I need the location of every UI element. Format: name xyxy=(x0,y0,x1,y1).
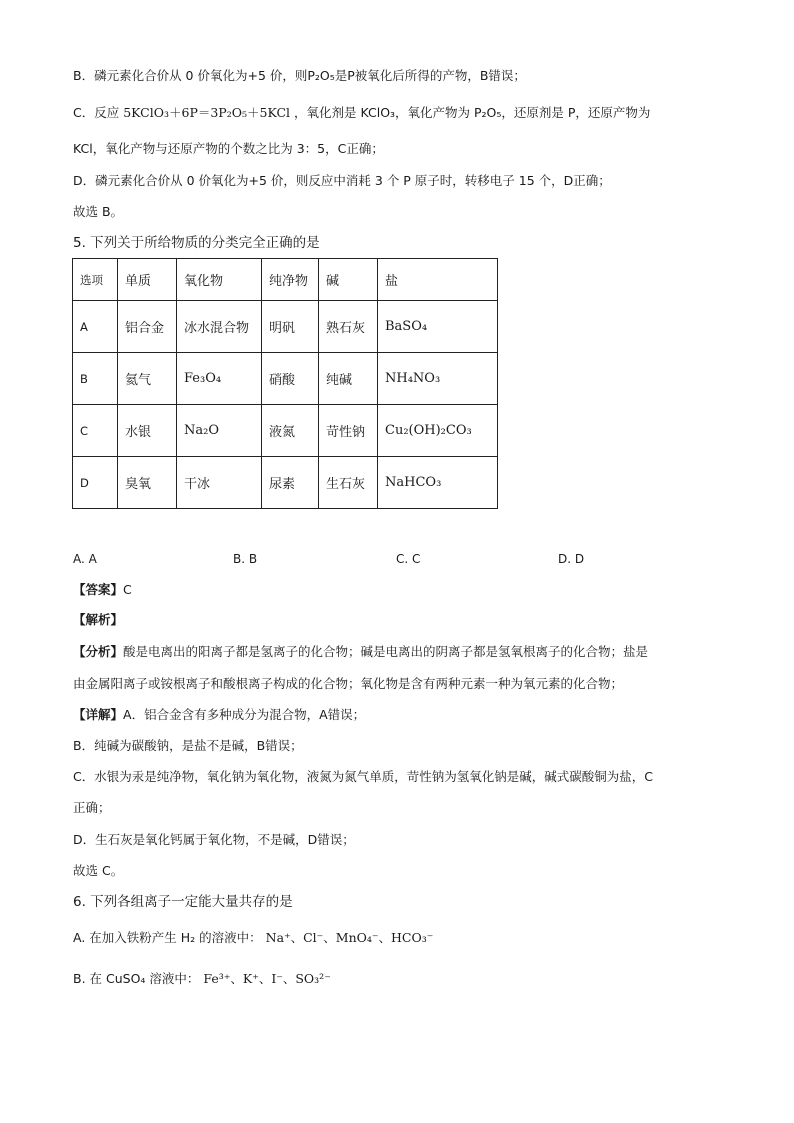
table-cell: 干冰 xyxy=(177,457,262,509)
table-header-cell: 碱 xyxy=(319,259,378,301)
answer-value: C xyxy=(123,582,132,597)
q6-option-b-ions: Fe³⁺、K⁺、I⁻、SO₃²⁻ xyxy=(203,971,331,986)
q5-stem: 5. 下列关于所给物质的分类完全正确的是 xyxy=(73,235,320,251)
table-row xyxy=(73,301,498,353)
q4-option-d-explanation: D．磷元素化合价从 0 价氧化为+5 价，则反应中消耗 3 个 P 原子时，转移电子 15 个，D正确； xyxy=(73,173,611,188)
q4-choose-text: 故选 B。 xyxy=(73,204,124,219)
table-cell: 氦气 xyxy=(118,353,177,405)
table-cell: Fe₃O₄ xyxy=(177,353,262,405)
q5-answer xyxy=(73,581,132,599)
q4-option-c-explanation-line1 xyxy=(73,104,650,122)
q4-option-c-suffix: ，氧化剂是 KClO₃，氧化产物为 P₂O₅，还原剂是 P，还原产物为 xyxy=(294,105,651,120)
table-cell: NH₄NO₃ xyxy=(378,353,498,405)
q5-detail-a xyxy=(73,706,365,724)
table-cell: 尿素 xyxy=(262,457,319,509)
detail-a-text: A．铝合金含有多种成分为混合物，A错误； xyxy=(123,707,366,722)
answer-label: 【答案】 xyxy=(73,582,124,597)
table-cell: 生石灰 xyxy=(319,457,378,509)
table-cell: 液氮 xyxy=(262,405,319,457)
q5-detail-c-line1: C．水银为汞是纯净物，氧化钠为氧化物，液氮为氮气单质，苛性钠为氢氧化钠是碱，碱式碳酸铜为盐，C xyxy=(73,769,653,784)
table-cell: C xyxy=(73,405,118,457)
q5-option-b: B. B xyxy=(233,552,258,566)
table-header-row xyxy=(73,259,498,301)
q6-option-b xyxy=(73,970,331,988)
q5-option-d: D. D xyxy=(558,552,585,566)
table-cell: B xyxy=(73,353,118,405)
table-cell: 熟石灰 xyxy=(319,301,378,353)
q6-option-a-prefix: A. 在加入铁粉产生 H₂ 的溶液中： xyxy=(73,930,262,945)
q5-analysis-heading xyxy=(73,611,123,629)
table-cell: D xyxy=(73,457,118,509)
table-cell: 水银 xyxy=(118,405,177,457)
q6-option-b-prefix: B. 在 CuSO₄ 溶液中： xyxy=(73,971,200,986)
q4-option-b-explanation: B．磷元素化合价从 0 价氧化为+5 价，则P₂O₅是P被氧化后所得的产物，B错误； xyxy=(73,68,526,83)
q6-option-a xyxy=(73,929,433,947)
table-cell: Na₂O xyxy=(177,405,262,457)
table-cell: 纯碱 xyxy=(319,353,378,405)
q5-detail-c-line2: 正确； xyxy=(73,800,111,815)
q5-choose-text: 故选 C。 xyxy=(73,863,124,878)
table-header-cell: 盐 xyxy=(378,259,498,301)
table-cell: 硝酸 xyxy=(262,353,319,405)
table-cell: 明矾 xyxy=(262,301,319,353)
fenxi-text: 酸是电离出的阳离子都是氢离子的化合物；碱是电离出的阴离子都是氢氧根离子的化合物；盐是 xyxy=(123,644,649,659)
detail-label: 【详解】 xyxy=(73,707,124,722)
table-cell: 臭氧 xyxy=(118,457,177,509)
table-cell: BaSO₄ xyxy=(378,301,498,353)
q6-option-a-ions: Na⁺、Cl⁻、MnO₄⁻、HCO₃⁻ xyxy=(265,930,434,945)
analysis-label: 【解析】 xyxy=(73,612,124,627)
q5-fenxi-line2: 由金属阳离子或铵根离子和酸根离子构成的化合物；氧化物是含有两种元素一种为氧元素的化合物； xyxy=(73,676,624,691)
table-header-cell: 单质 xyxy=(118,259,177,301)
table-cell: A xyxy=(73,301,118,353)
q6-stem: 6. 下列各组离子一定能大量共存的是 xyxy=(73,894,293,910)
q5-option-c: C. C xyxy=(396,552,421,566)
q5-option-a: A. A xyxy=(73,552,97,566)
table-row xyxy=(73,353,498,405)
q5-detail-d: D．生石灰是氧化钙属于氧化物，不是碱，D错误； xyxy=(73,832,355,847)
table-row xyxy=(73,405,498,457)
table-row xyxy=(73,457,498,509)
table-header-cell: 纯净物 xyxy=(262,259,319,301)
q5-detail-b: B．纯碱为碳酸钠，是盐不是碱，B错误； xyxy=(73,738,303,753)
q4-reaction-equation: 5KClO₃＋6P＝3P₂O₅＋5KCl xyxy=(123,105,291,120)
q5-classification-table xyxy=(72,258,498,509)
fenxi-label: 【分析】 xyxy=(73,644,124,659)
table-cell: Cu₂(OH)₂CO₃ xyxy=(378,405,498,457)
q5-fenxi-line1 xyxy=(73,643,648,661)
table-cell: 冰水混合物 xyxy=(177,301,262,353)
table-cell: 铝合金 xyxy=(118,301,177,353)
table-header-cell: 氧化物 xyxy=(177,259,262,301)
q4-option-c-explanation-line2: KCl，氧化产物与还原产物的个数之比为 3：5，C正确； xyxy=(73,141,384,156)
table-cell: 苛性钠 xyxy=(319,405,378,457)
q4-option-c-prefix: C．反应 xyxy=(73,105,120,120)
table-header-cell: 选项 xyxy=(73,259,118,301)
table-cell: NaHCO₃ xyxy=(378,457,498,509)
